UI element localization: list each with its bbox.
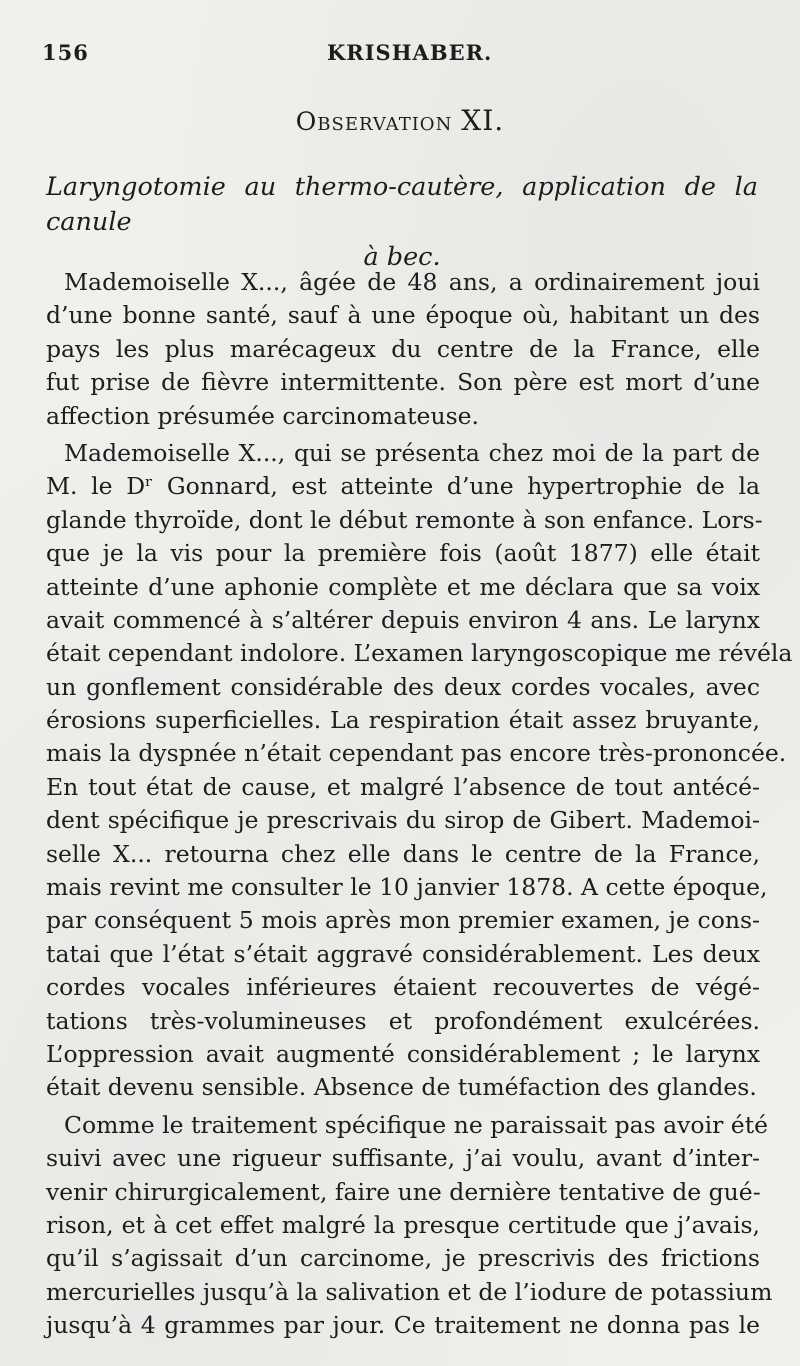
- text-line: selle X... retourna chez elle dans le centre de la France,: [46, 839, 760, 868]
- text-line: jusqu’à 4 grammes par jour. Ce traitement ne donna pas le: [46, 1311, 760, 1340]
- observation-number: XI.: [461, 104, 505, 137]
- text-line: Mademoiselle X..., qui se présenta chez moi de la part de: [64, 438, 760, 467]
- text-line: était cependant indolore. L’examen laryngoscopique me révéla: [46, 639, 793, 668]
- text-line: cordes vocales inférieures étaient recouvertes de végé-: [46, 973, 760, 1002]
- text-line: suivi avec une rigueur suffisante, j’ai voulu, avant d’inter-: [46, 1144, 760, 1173]
- text-line: que je la vis pour la première fois (août 1877) elle était: [46, 539, 760, 568]
- observation-label: Observation: [295, 107, 453, 136]
- text-line: un gonflement considérable des deux cordes vocales, avec: [46, 672, 760, 701]
- text-line: tations très-volumineuses et profondément exulcérées.: [46, 1006, 760, 1035]
- text-line: mais revint me consulter le 10 janvier 1878. A cette époque,: [46, 873, 768, 902]
- text-line: d’une bonne santé, sauf à une époque où, habitant un des: [46, 301, 760, 330]
- subtitle-line: à bec.: [363, 242, 441, 272]
- paragraph: [46, 266, 760, 433]
- text-line: mais la dyspnée n’était cependant pas encore très-prononcée.: [46, 739, 787, 768]
- text-line: mercurielles jusqu’à la salivation et de l’iodure de potassium: [46, 1277, 773, 1306]
- text-line: Comme le traitement spécifique ne paraissait pas avoir été: [64, 1110, 769, 1139]
- text-line: était devenu sensible. Absence de tuméfaction des glandes.: [46, 1073, 757, 1102]
- body-text: [46, 266, 793, 1343]
- text-line: Mademoiselle X..., âgée de 48 ans, a ordinairement joui: [64, 268, 760, 296]
- observation-heading: [0, 104, 800, 137]
- text-line: L’oppression avait augmenté considérablement ; le larynx: [46, 1039, 760, 1068]
- text-line: pays les plus marécageux du centre de la France, elle: [46, 334, 760, 363]
- paragraph: [46, 437, 793, 1105]
- text-line: glande thyroïde, dont le début remonte à son enfance. Lors-: [46, 505, 763, 534]
- section-subtitle: [46, 170, 758, 275]
- paragraph: [46, 1109, 773, 1343]
- text-line: En tout état de cause, et malgré l’absence de tout antécé-: [46, 772, 760, 801]
- text-line: M. le Dʳ Gonnard, est atteinte d’une hypertrophie de la: [46, 472, 760, 501]
- text-line: dent spécifique je prescrivais du sirop de Gibert. Mademoi-: [46, 806, 760, 835]
- text-line: affection présumée carcinomateuse.: [46, 401, 480, 430]
- page-header: [42, 40, 760, 70]
- text-line: érosions superficielles. La respiration était assez bruyante,: [46, 706, 760, 735]
- text-line: qu’il s’agissait d’un carcinome, je prescrivis des frictions: [46, 1244, 760, 1273]
- text-line: venir chirurgicalement, faire une dernière tentative de gué-: [46, 1177, 761, 1206]
- text-line: avait commencé à s’altérer depuis environ 4 ans. Le larynx: [46, 605, 760, 634]
- text-line: fut prise de fièvre intermittente. Son père est mort d’une: [46, 368, 760, 397]
- text-line: rison, et à cet effet malgré la presque certitude que j’avais,: [46, 1210, 760, 1239]
- page-number: 156: [42, 40, 89, 65]
- text-line: atteinte d’une aphonie complète et me déclara que sa voix: [46, 572, 760, 601]
- subtitle-line: Laryngotomie au thermo-cautère, application de la canule: [46, 172, 758, 237]
- text-line: tatai que l’état s’était aggravé considérablement. Les deux: [46, 939, 760, 968]
- text-line: par conséquent 5 mois après mon premier examen, je cons-: [46, 906, 760, 935]
- running-head: KRISHABER.: [327, 40, 493, 65]
